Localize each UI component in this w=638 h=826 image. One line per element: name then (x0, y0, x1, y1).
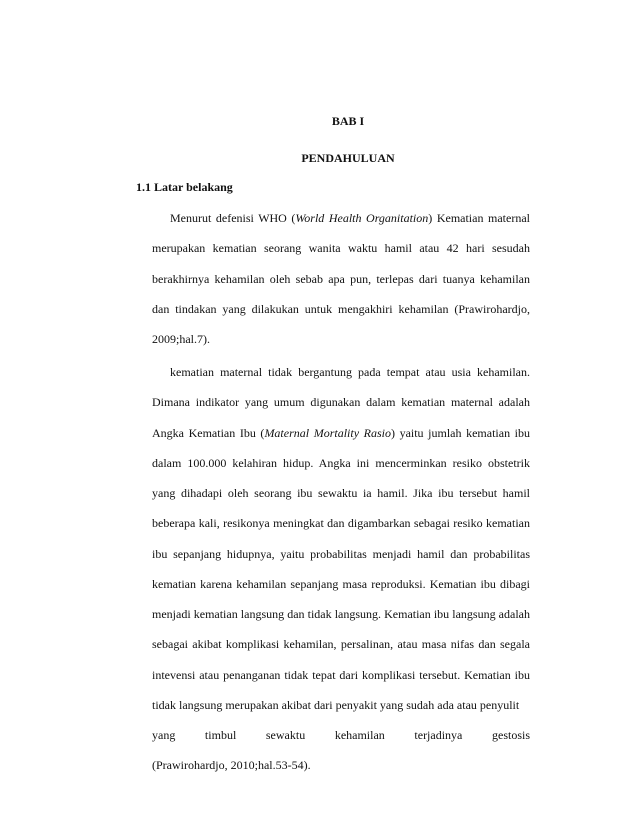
paragraph-2-justified-line: yang timbul sewaktu kehamilan terjadinya gestosis (152, 728, 530, 742)
paragraph-2-last-line: (Prawirohardjo, 2010;hal.53-54). (152, 758, 311, 773)
paragraph-1-text-b: ) Kematian maternal merupakan kematian seorang wanita waktu hamil atau 42 hari sesudah berakhirnya kehamilan oleh sebab apa pun, terlepas dari tuanya kehamilan dan tindakan yang dilakukan untuk mengakhiri kehamilan (Prawirohardjo, 2009;hal.7). (152, 211, 530, 346)
paragraph-2 (152, 357, 530, 781)
paragraph-1-text-a: Menurut defenisi WHO ( (170, 211, 296, 225)
chapter-label: BAB I (331, 114, 365, 128)
section-heading: 1.1 Latar belakang (136, 180, 233, 194)
paragraph-1-italic-term: World Health Organitation (295, 211, 429, 225)
paragraph-2-italic-term: Maternal Mortality Rasio (264, 425, 391, 440)
paragraph-2-text-b: ) yaitu jumlah kematian ibu dalam 100.000 kelahiran hidup. Angka ini mencerminkan resiko obstetrik yang dihadapi oleh seorang ibu sewaktu ia hamil. Jika ibu tersebut hamil beberapa kali, resikonya meningkat dan digambarkan sebagai resiko kematian ibu sepanjang hidupnya, yaitu probabilitas menjadi hamil dan probabilitas kematian karena kehamilan sepanjang masa reproduksi. Kematian ibu dibagi menjadi kematian langsung dan tidak langsung. Kematian ibu langsung adalah sebagai akibat komplikasi kehamilan, persalinan, atau masa nifas dan segala intevensi atau penanganan tidak tepat dari komplikasi tersebut. Kematian ibu tidak langsung merupakan akibat dari penyakit yang sudah ada atau penyulit (152, 425, 530, 712)
paragraph-2-text-a: kematian maternal tidak bergantung pada tempat atau usia kehamilan. Dimana indikator yang umum digunakan dalam kematian maternal adalah Angka Kematian Ibu ( (152, 365, 530, 440)
chapter-title: PENDAHULUAN (301, 151, 395, 165)
paragraph-1 (152, 203, 530, 354)
